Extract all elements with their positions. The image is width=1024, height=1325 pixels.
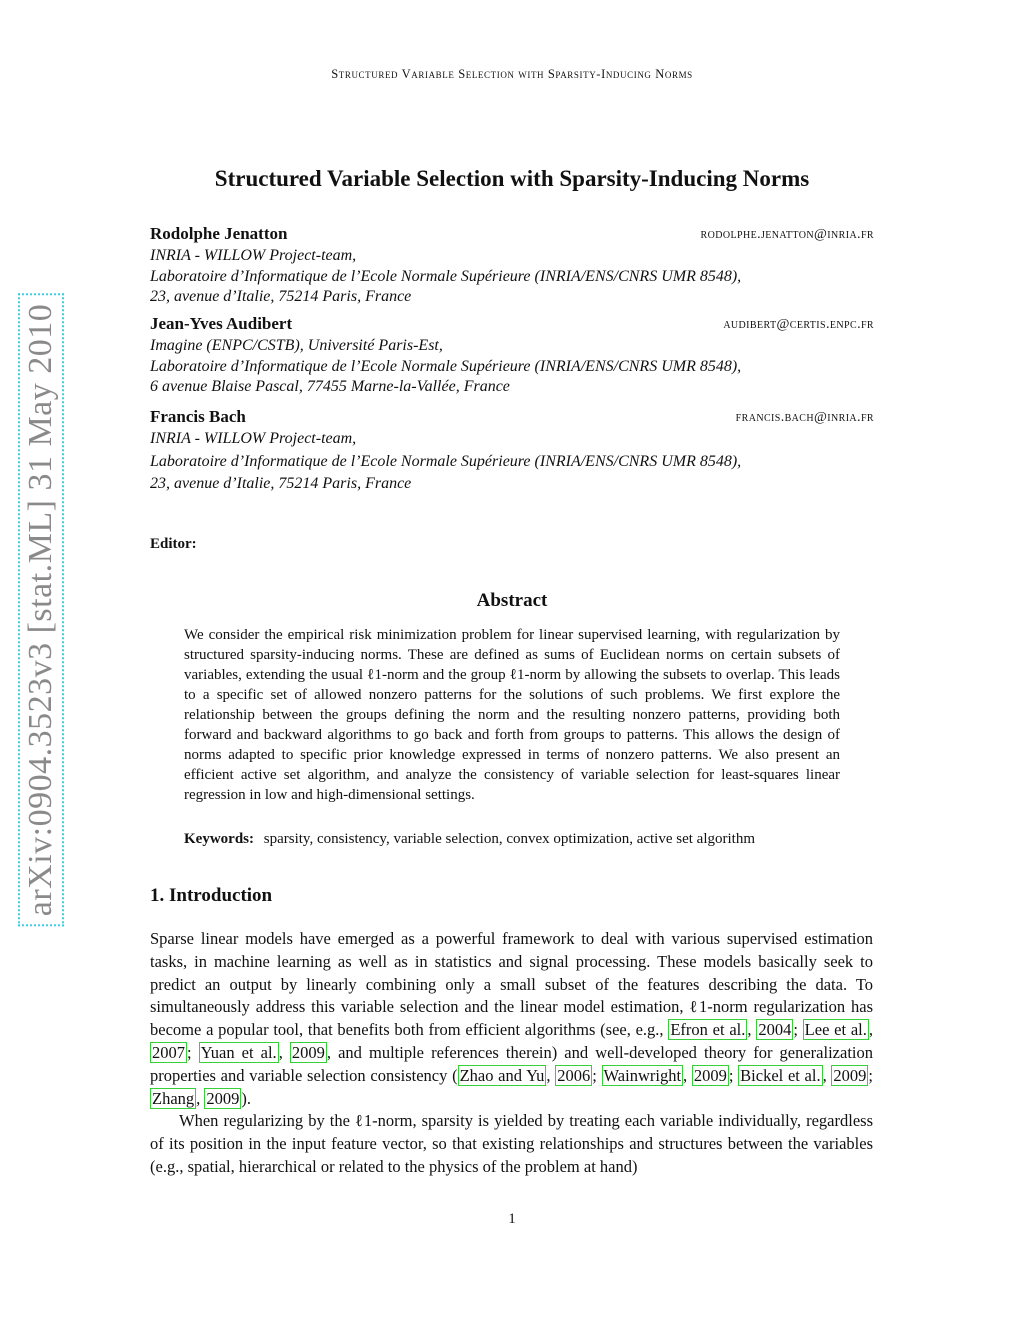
intro-paragraph: Sparse linear models have emerged as a powerful framework to deal with various supervised estimation tasks, in machine learning as well as in statistics and signal processing. These models basically seek to predict an output by linearly combining only a small subset of the features describing the data. To simultaneously address this variable selection and the linear model estimation, ℓ1-norm regularization has become a popular tool, that benefits both from efficient algorithms (see, e.g., Efron et al. , 2004 ; Lee et al. , 2007 ; Yuan et al. , 2009 , and multiple references therein) and well-developed theory for generalization properties and variable selection consistency ( Zhao and Yu , 2006 ; Wainwright , 2009 ; Bickel et al. , 2009 ; Zhang , 2009 ). (150, 929, 874, 1108)
page-number: 1 (508, 1211, 516, 1227)
citation-link[interactable]: 2006 (557, 1065, 591, 1085)
editor-label: Editor: (150, 536, 197, 552)
keywords (184, 831, 864, 848)
keywords-label: Keywords: (184, 831, 254, 847)
author-email[interactable]: francis.bach@inria.fr (735, 410, 874, 425)
citation-link[interactable]: Efron et al. (670, 1020, 746, 1040)
citation-link[interactable]: Zhang (152, 1088, 195, 1108)
author-name: Jean-Yves Audibert (150, 314, 293, 333)
intro-paragraph: When regularizing by the ℓ1-norm, sparsity is yielded by treating each variable individually, regardless of its position in the input feature vector, so that existing relationships and structures between the variables (e.g., spatial, hierarchical or related to the physics of the problem at hand) (150, 1111, 873, 1176)
author-name: Rodolphe Jenatton (150, 224, 288, 243)
running-head: Structured Variable Selection with Sparsity-Inducing Norms (331, 67, 693, 81)
author-affiliation-line: Laboratoire d’Informatique de l’Ecole Normale Supérieure (INRIA/ENS/CNRS UMR 8548), (150, 357, 742, 375)
author-affiliation-line: INRIA - WILLOW Project-team, (150, 430, 357, 447)
author-affiliation-line: Imagine (ENPC/CSTB), Université Paris-Est, (150, 337, 443, 354)
keywords-text: sparsity, consistency, variable selection, convex optimization, active set algorithm (263, 831, 755, 847)
citation-link[interactable]: Yuan et al. (200, 1042, 277, 1062)
author-block (150, 314, 874, 398)
author-affiliation-line: 23, avenue d’Italie, 75214 Paris, France (150, 475, 412, 492)
citation-link[interactable]: 2009 (291, 1042, 325, 1062)
citation-link[interactable]: 2007 (152, 1042, 185, 1062)
author-affiliation-line: 23, avenue d’Italie, 75214 Paris, France (150, 288, 412, 305)
arxiv-stamp[interactable]: arXiv:0904.3523v3 [stat.ML] 31 May 2010 (18, 294, 64, 927)
citation-link[interactable]: Zhao and Yu (459, 1065, 545, 1085)
author-affiliation-line: 6 avenue Blaise Pascal, 77455 Marne-la-Vallée, France (150, 378, 510, 395)
abstract-heading: Abstract (476, 590, 548, 611)
author-block (150, 406, 874, 496)
intro-text: ). (241, 1088, 252, 1108)
section-heading: 1. Introduction (150, 885, 273, 906)
author-block (150, 224, 874, 308)
intro-text: , and multiple references therein) and well-developed theory for generalization properties and variable selection consistency ( (150, 1042, 873, 1085)
citation-link[interactable]: 2009 (693, 1065, 727, 1085)
author-email[interactable]: rodolphe.jenatton@inria.fr (700, 227, 874, 242)
abstract-text: We consider the empirical risk minimization problem for linear supervised learning, with regularization by structured sparsity-inducing norms. These are defined as sums of Euclidean norms on certain subsets of variables, extending the usual ℓ1-norm and the group ℓ1-norm by allowing the subsets to overlap. This leads to a specific set of allowed nonzero patterns for the solutions of such problems. We first explore the relationship between the groups defining the norm and the resulting nonzero patterns, providing both forward and backward algorithms to go back and forth from groups to patterns. This allows the design of norms adapted to specific prior knowledge expressed in terms of nonzero patterns. We also present an efficient active set algorithm, and analyze the consistency of variable selection for least-squares linear regression in low and high-dimensional settings. (184, 627, 840, 803)
author-affiliation-line: INRIA - WILLOW Project-team, (150, 247, 357, 264)
intro-body (150, 928, 873, 1179)
paper-title: Structured Variable Selection with Sparsity-Inducing Norms (214, 166, 810, 191)
citation-link[interactable]: Bickel et al. (740, 1065, 821, 1085)
citation-link[interactable]: 2009 (206, 1088, 240, 1108)
citation-link[interactable]: 2004 (758, 1020, 792, 1040)
author-name: Francis Bach (150, 407, 246, 426)
author-email[interactable]: audibert@certis.enpc.fr (723, 317, 874, 332)
author-affiliation-line: Laboratoire d’Informatique de l’Ecole Normale Supérieure (INRIA/ENS/CNRS UMR 8548), (150, 452, 742, 470)
author-affiliation-line: Laboratoire d’Informatique de l’Ecole Normale Supérieure (INRIA/ENS/CNRS UMR 8548), (150, 267, 742, 285)
citation-link[interactable]: Lee et al. (804, 1020, 867, 1040)
citation-link[interactable]: 2009 (833, 1065, 867, 1085)
intro-text: Sparse linear models have emerged as a powerful framework to deal with various supervised estimation tasks, in machine learning as well as in statistics and signal processing. These models basically seek to predict an output by linearly combining only a small subset of the features describing the data. To simultaneously address this variable selection and the linear model estimation, ℓ1-norm regularization has become a popular tool, that benefits both from efficient algorithms (see, e.g., (150, 929, 873, 1040)
citation-link[interactable]: Wainwright (603, 1065, 682, 1085)
